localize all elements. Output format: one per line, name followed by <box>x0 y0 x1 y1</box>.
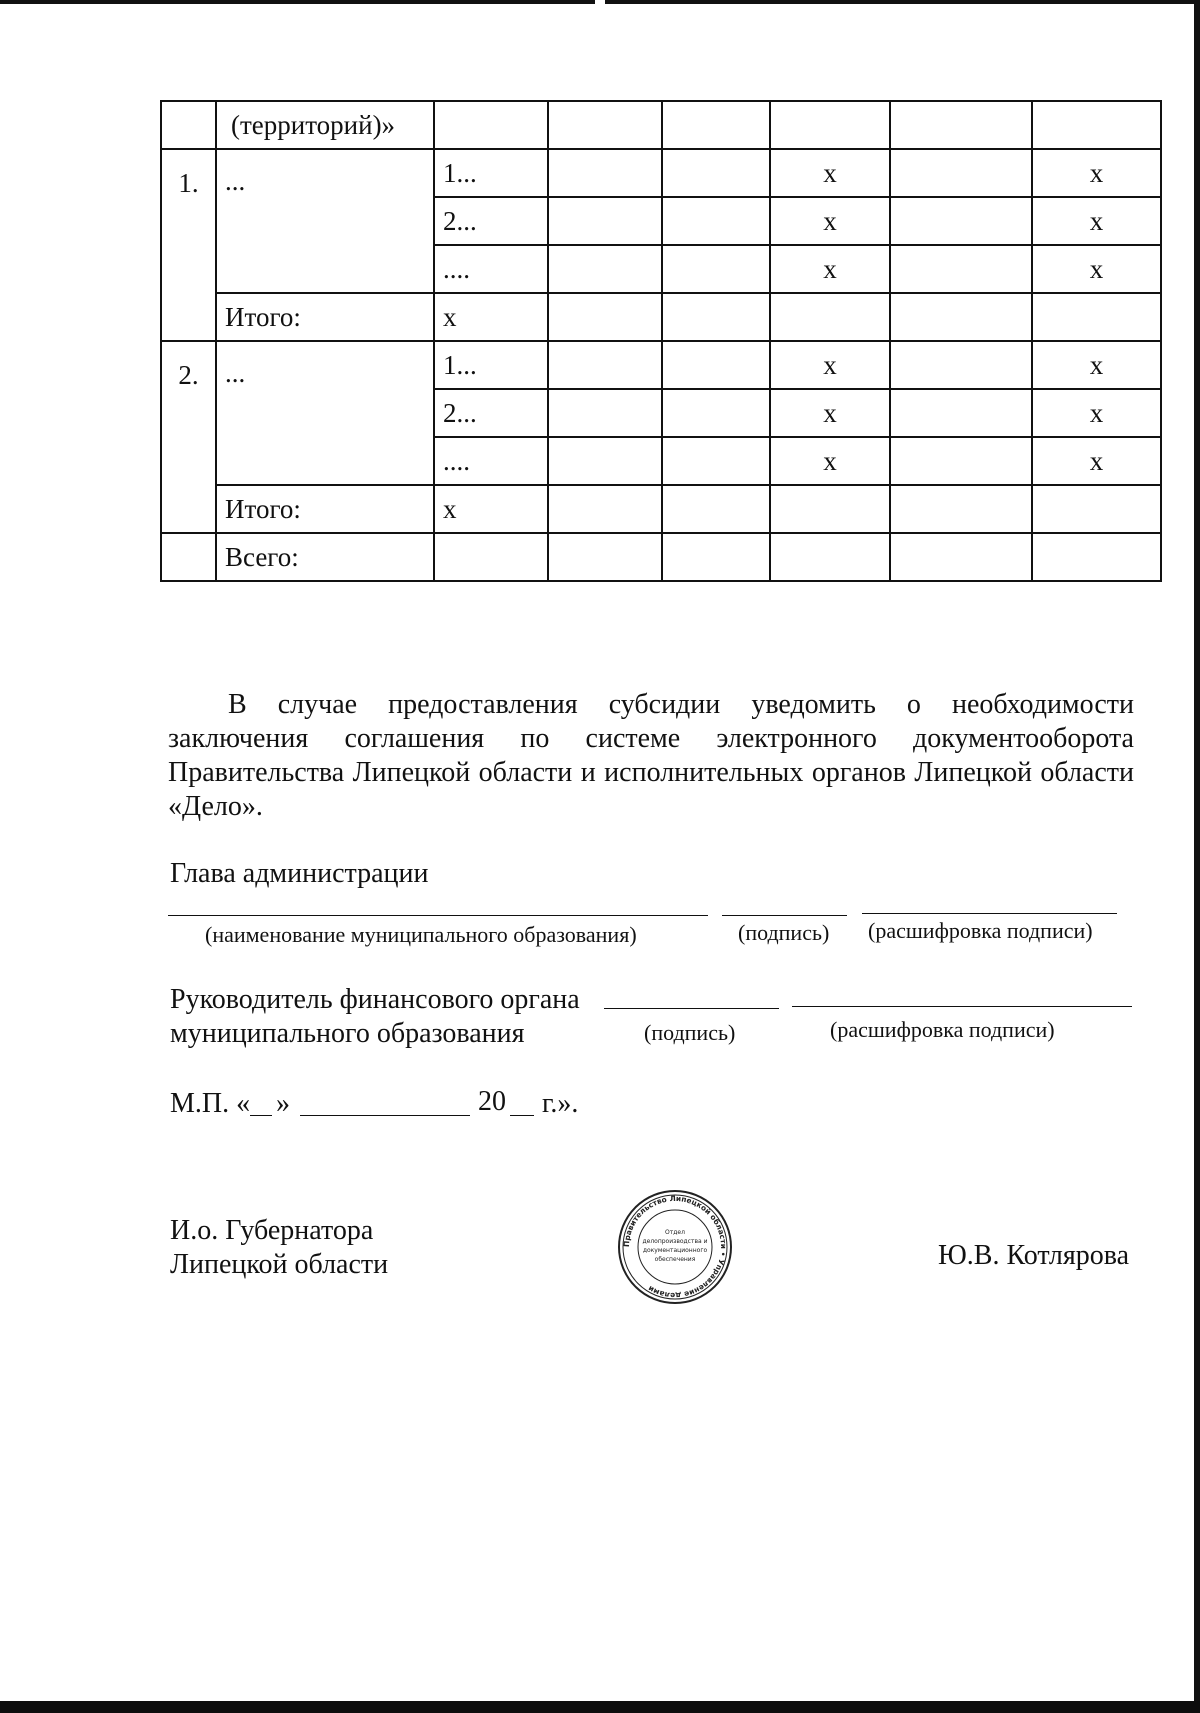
finance-signature-line <box>604 1008 779 1009</box>
office-stamp <box>616 1188 734 1306</box>
stamp-inner-line2: делопроизводства и <box>642 1238 708 1245</box>
signatory-name: Ю.В. Котлярова <box>938 1240 1130 1271</box>
row-label: .... <box>434 245 548 293</box>
subtotal-label: Итого: <box>216 485 434 533</box>
scan-edge-right <box>1194 0 1200 1713</box>
x-mark: x <box>770 149 890 197</box>
x-mark: x <box>770 389 890 437</box>
row-label: 2... <box>434 197 548 245</box>
month-line <box>300 1115 470 1116</box>
seal-place-suffix: г.». <box>542 1088 579 1119</box>
notice-paragraph: В случае предоставления субсидии уведомить о необходимости заключения соглашения по системе электронного документооборота Правительства Липецкой области и исполнительных органов Липецкой области «Дело». <box>168 689 1134 822</box>
x-mark: x <box>770 197 890 245</box>
head-signature-line <box>722 915 847 916</box>
total-label: Всего: <box>216 533 434 581</box>
x-mark: x <box>1032 437 1161 485</box>
territories-label: (территорий)» <box>216 101 434 149</box>
x-mark: x <box>770 341 890 389</box>
year-line <box>510 1115 534 1116</box>
x-mark: x <box>1032 245 1161 293</box>
scan-edge-top-right <box>605 0 1200 4</box>
x-mark: x <box>1032 341 1161 389</box>
seal-place-prefix: М.П. « <box>170 1088 251 1119</box>
table-row <box>161 149 1161 197</box>
stamp-inner-line3: документационного <box>642 1247 708 1254</box>
group-number: 2. <box>161 341 216 533</box>
caption-decoding: (расшифровка подписи) <box>868 918 1093 943</box>
subtotal-label: Итого: <box>216 293 434 341</box>
table-row-territories <box>161 101 1161 149</box>
signatory-position-line1: И.о. Губернатора <box>170 1215 374 1246</box>
group-number: 1. <box>161 149 216 341</box>
finance-title-line1: Руководитель финансового органа <box>170 984 580 1015</box>
head-decoding-line <box>862 913 1117 914</box>
group-name: ... <box>216 341 434 485</box>
stamp-inner-line4: обеспечения <box>654 1256 696 1263</box>
x-mark: x <box>434 485 548 533</box>
group-name: ... <box>216 149 434 293</box>
signatory-position-line2: Липецкой области <box>170 1249 389 1280</box>
table-row-total <box>161 533 1161 581</box>
scan-edge-top-left <box>0 0 595 4</box>
x-mark: x <box>1032 197 1161 245</box>
x-mark: x <box>1032 149 1161 197</box>
x-mark: x <box>770 245 890 293</box>
table-row-subtotal <box>161 293 1161 341</box>
head-title: Глава администрации <box>170 858 429 889</box>
subsidy-table <box>160 100 1162 582</box>
x-mark: x <box>770 437 890 485</box>
seal-place-quote: » <box>276 1088 290 1119</box>
row-label: 1... <box>434 341 548 389</box>
table-row <box>161 341 1161 389</box>
finance-caption-decoding: (расшифровка подписи) <box>830 1017 1055 1042</box>
caption-signature: (подпись) <box>738 920 830 945</box>
x-mark: x <box>1032 389 1161 437</box>
x-mark: x <box>434 293 548 341</box>
finance-decoding-line <box>792 1006 1132 1007</box>
municipality-line <box>168 915 708 916</box>
day-line <box>250 1115 272 1116</box>
stamp-inner-line1: Отдел <box>665 1229 685 1236</box>
table-row-subtotal <box>161 485 1161 533</box>
finance-title-line2: муниципального образования <box>170 1018 525 1049</box>
caption-municipality: (наименование муниципального образования) <box>205 922 637 947</box>
row-label: 1... <box>434 149 548 197</box>
finance-caption-signature: (подпись) <box>644 1020 736 1045</box>
stamp-outer-text: Правительство Липецкой области • Управление делами <box>621 1193 729 1301</box>
seal-place-year: 20 <box>478 1086 506 1117</box>
row-label: 2... <box>434 389 548 437</box>
row-label: .... <box>434 437 548 485</box>
scan-edge-bottom <box>0 1701 1200 1713</box>
